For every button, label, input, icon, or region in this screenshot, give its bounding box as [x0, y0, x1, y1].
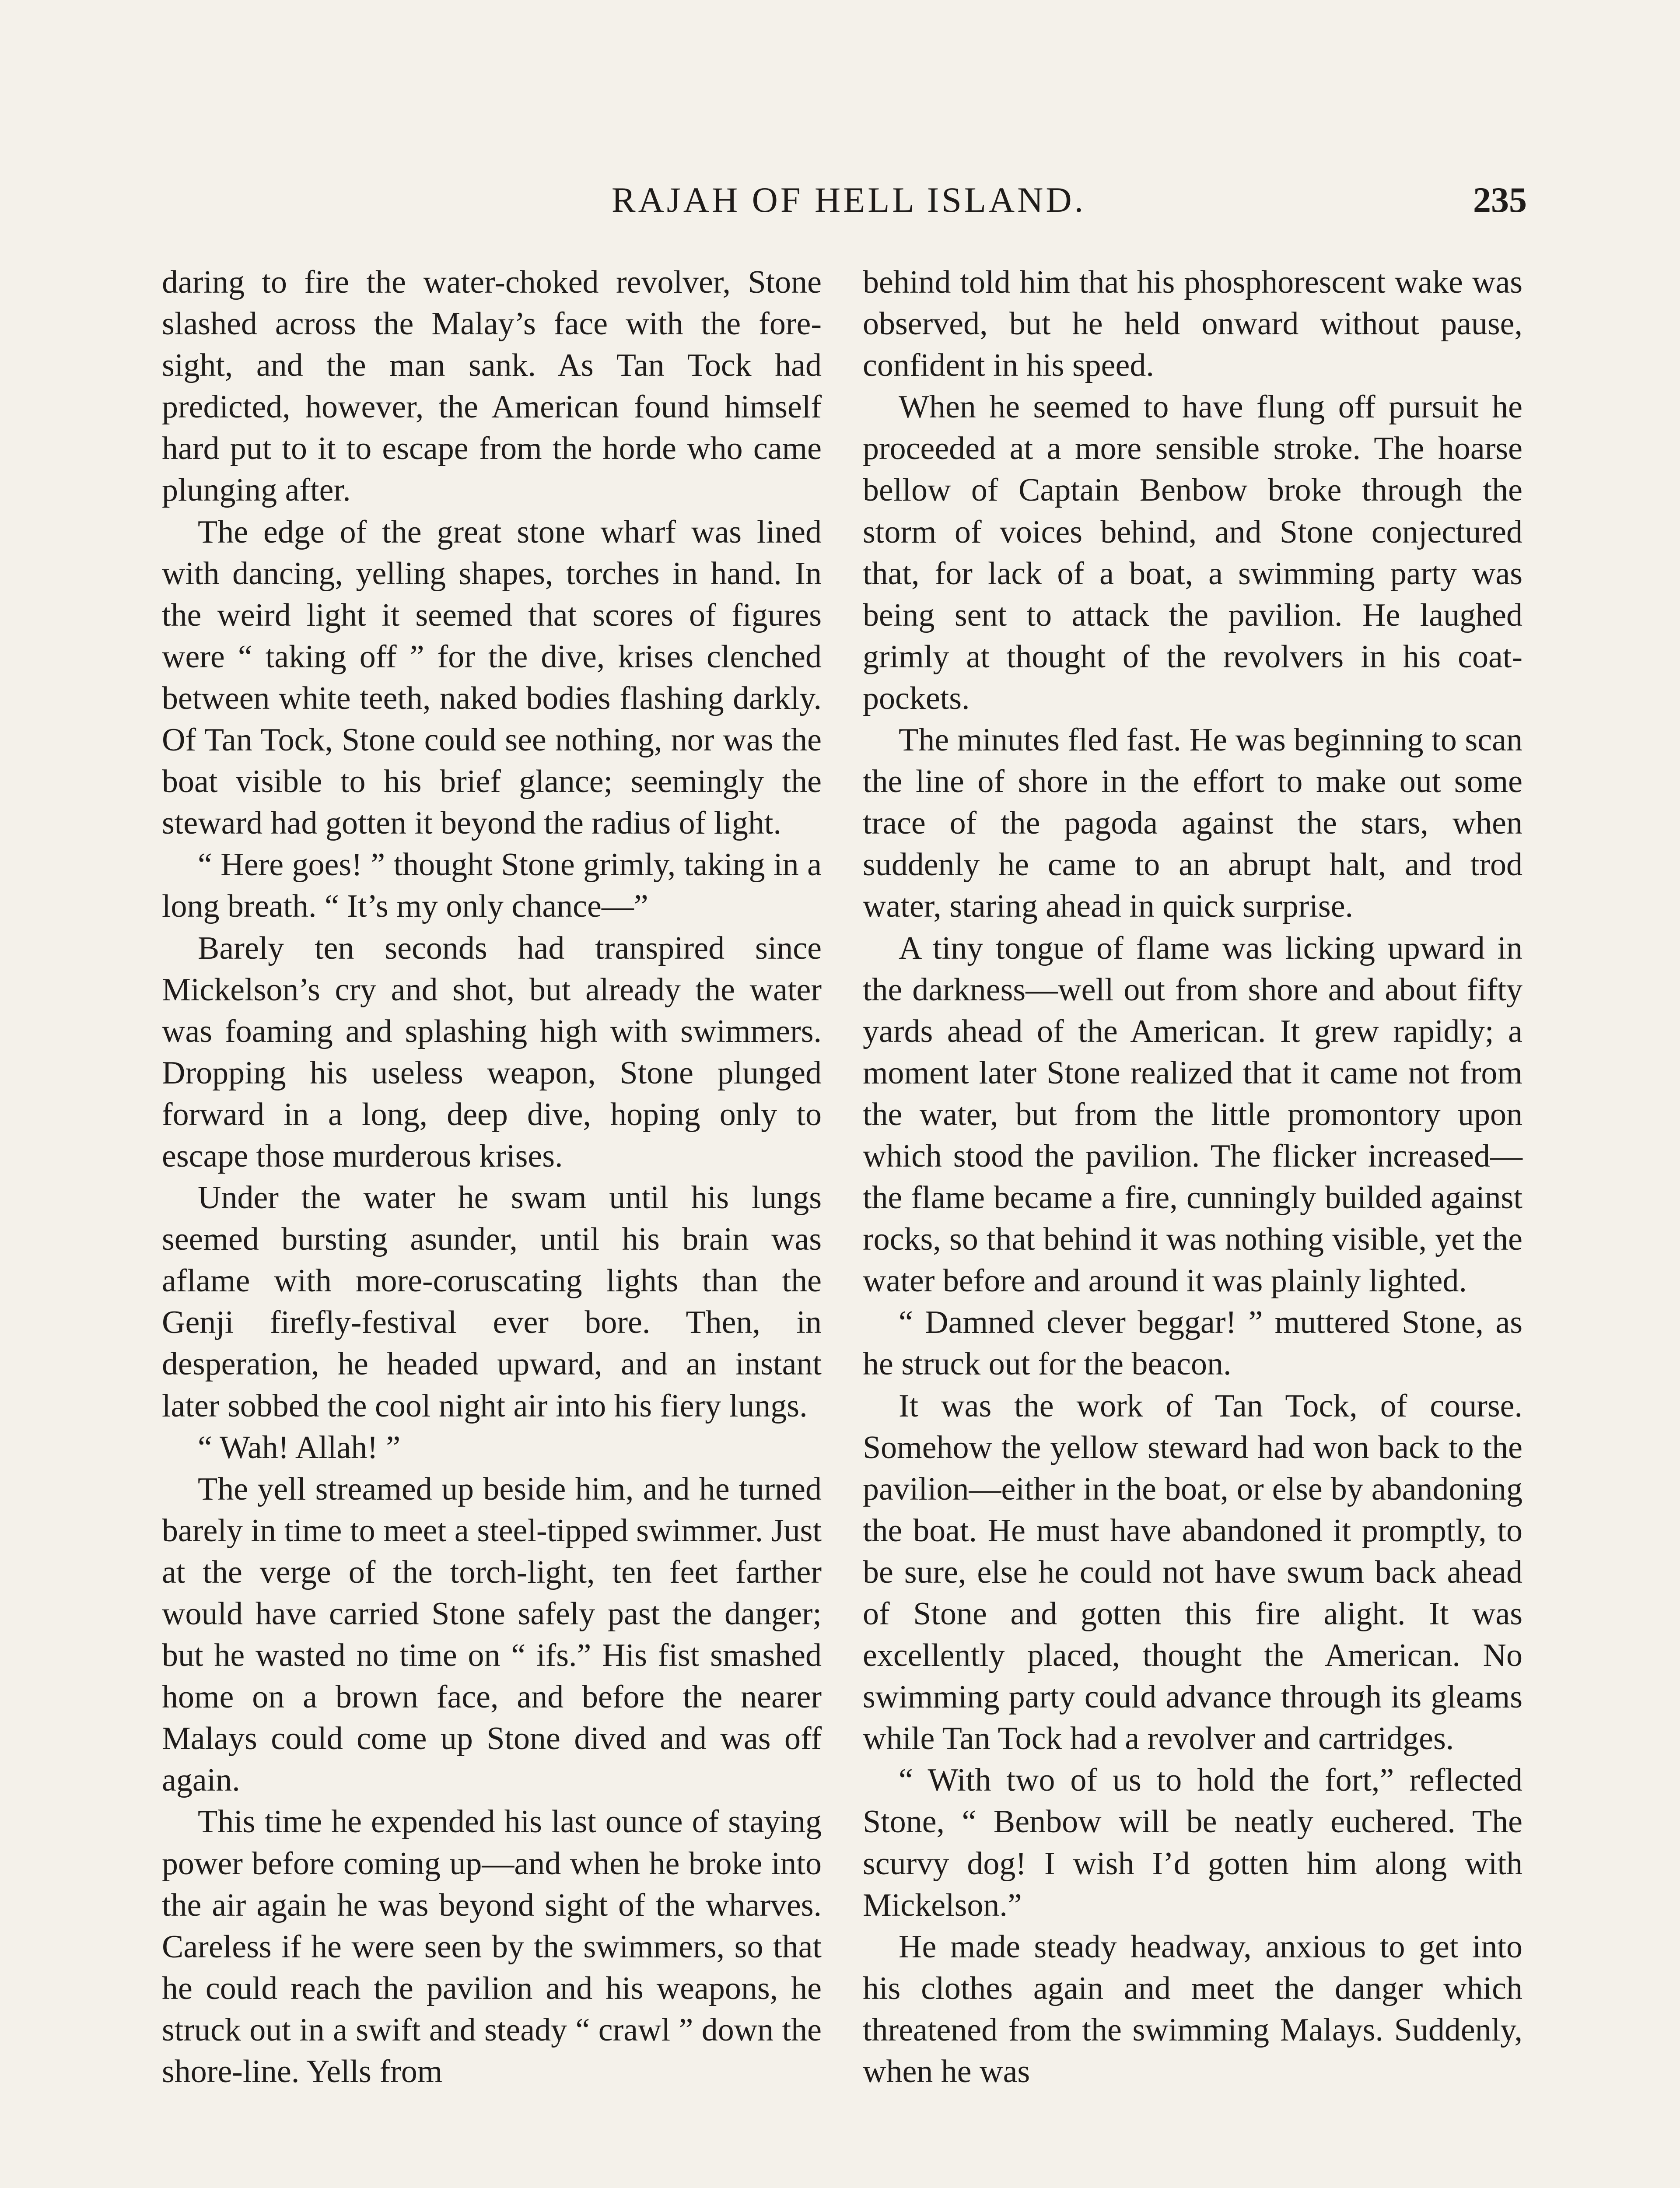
paragraph: A tiny tongue of flame was licking upward in the darkness—well out from shore and about fifty yards ahead of the American. It grew rapidly; a moment later Stone realized that it came not from the water, but from the little promontory upon which stood the pavilion. The flicker increased—the flame became a fire, cunningly builded against rocks, so that behind it was nothing visible, yet the water before and around it was plainly lighted. [863, 930, 1522, 1299]
paragraph: It was the work of Tan Tock, of course. Somehow the yellow steward had won back to the pavilion—either in the boat, or else by abandoning the boat. He must have abandoned it promptly, to be sure, else he could not have swum back ahead of Stone and gotten this fire alight. It was excellently placed, thought the American. No swimming party could advance through its gleams while Tan Tock had a revolver and cartridges. [863, 1388, 1522, 1757]
paragraph: “ With two of us to hold the fort,” reflected Stone, “ Benbow will be neatly euchered. The scurvy dog! I wish I’d gotten him along with Mickelson.” [863, 1762, 1522, 1923]
paragraph: daring to fire the water-choked revolver, Stone slashed across the Malay’s face with the fore-sight, and the man sank. As Tan Tock had predicted, however, the American found himself hard put to it to escape from the horde who came plunging after. [162, 264, 822, 508]
paragraph: “ Wah! Allah! ” [198, 1429, 401, 1466]
paragraph: This time he expended his last ounce of staying power before coming up—and when he broke into the air again he was beyond sight of the wharves. Careless if he were seen by the swimmers, so that he could reach the pavilion and his weapons, he struck out in a swift and steady “ crawl ” down the shore-line. Yells from [162, 1804, 822, 2090]
left-column [162, 262, 822, 2093]
paragraph: When he seemed to have flung off pursuit he proceeded at a more sensible stroke. The hoarse bellow of Captain Benbow broke through the storm of voices behind, and Stone conjectured that, for lack of a boat, a swimming party was being sent to attack the pavilion. He laughed grimly at thought of the revolvers in his coat-pockets. [863, 389, 1522, 716]
paragraph: “ Damned clever beggar! ” muttered Stone, as he struck out for the beacon. [863, 1304, 1522, 1382]
right-column [863, 262, 1522, 2093]
paragraph: Under the water he swam until his lungs seemed bursting asunder, until his brain was aflame with more-coruscating lights than the Genji firefly-festival ever bore. Then, in desperation, he headed upward, and an instant later sobbed the cool night air into his fiery lungs. [162, 1180, 822, 1424]
page-number: 235 [1473, 180, 1527, 220]
running-header [162, 179, 1536, 228]
paragraph: The edge of the great stone wharf was lined with dancing, yelling shapes, torches in hand. In the weird light it seemed that scores of figures were “ taking off ” for the dive, krises clenched between white teeth, naked bodies flashing darkly. Of Tan Tock, Stone could see nothing, nor was the boat visible to his brief glance; seemingly the steward had gotten it beyond the radius of light. [162, 514, 822, 842]
paragraph: He made steady headway, anxious to get into his clothes again and meet the danger which threatened from the swimming Malays. Suddenly, when he was [863, 1929, 1522, 2090]
paragraph: “ Here goes! ” thought Stone grimly, taking in a long breath. “ It’s my only chance—” [162, 847, 822, 925]
paragraph: The yell streamed up beside him, and he turned barely in time to meet a steel-tipped swimmer. Just at the verge of the torch-light, ten feet farther would have carried Stone safely past the danger; but he wasted no time on “ ifs.” His fist smashed home on a brown face, and before the nearer Malays could come up Stone dived and was off again. [162, 1471, 822, 1799]
paragraph: behind told him that his phosphorescent wake was observed, but he held onward without pause, confident in his speed. [863, 264, 1522, 384]
running-title: RAJAH OF HELL ISLAND. [611, 180, 1086, 220]
paragraph: The minutes fled fast. He was beginning to scan the line of shore in the effort to make out some trace of the pagoda against the stars, when suddenly he came to an abrupt halt, and trod water, staring ahead in quick surprise. [863, 722, 1522, 925]
paragraph: Barely ten seconds had transpired since Mickelson’s cry and shot, but already the water was foaming and splashing high with swimmers. Dropping his useless weapon, Stone plunged forward in a long, deep dive, hoping only to escape those murderous krises. [162, 930, 822, 1174]
